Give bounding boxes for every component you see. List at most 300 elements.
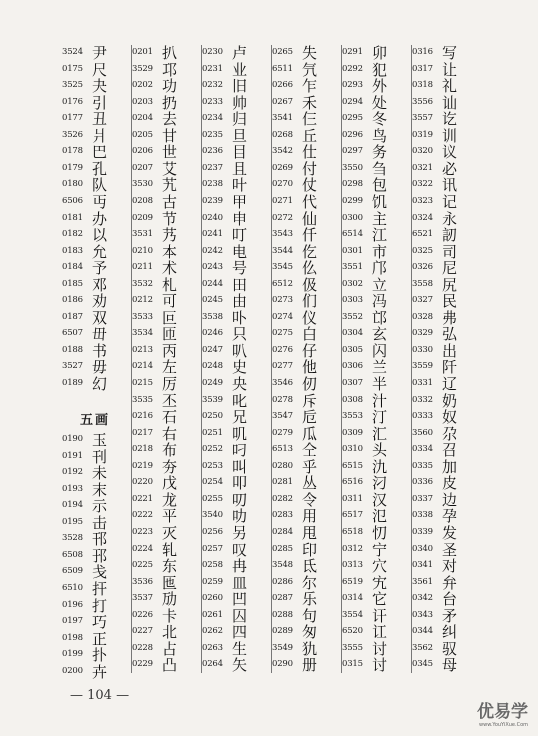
- character: 册: [302, 656, 318, 675]
- char-code: 0184: [62, 262, 83, 273]
- char-code: 0217: [132, 427, 153, 438]
- character: 仕: [302, 143, 318, 162]
- char-code: 0268: [272, 129, 293, 140]
- char-code: 3530: [132, 179, 153, 190]
- char-code: 3529: [132, 63, 153, 74]
- character: 仨: [302, 110, 318, 129]
- character: 允: [92, 242, 108, 261]
- character: 劢: [162, 590, 178, 609]
- char-code: 0277: [272, 361, 293, 372]
- char-code: 0261: [202, 609, 223, 620]
- char-code: 3552: [342, 311, 363, 322]
- char-code: 0278: [272, 394, 293, 405]
- char-code: 0195: [62, 516, 83, 527]
- char-code: 0327: [412, 295, 433, 306]
- char-code: 6506: [62, 195, 83, 206]
- character: 讨: [372, 639, 388, 658]
- char-code: 0201: [132, 47, 153, 57]
- character: 乍: [302, 77, 318, 96]
- character: 生: [232, 639, 248, 658]
- char-code: 0199: [62, 649, 83, 660]
- character: 犰: [302, 639, 318, 658]
- character: 氕: [302, 60, 318, 79]
- character: 石: [162, 408, 178, 427]
- char-code: 0285: [272, 543, 293, 554]
- character: 尕: [442, 424, 458, 443]
- character: 囚: [232, 606, 248, 625]
- character: 札: [162, 275, 178, 294]
- column-4: [272, 45, 340, 673]
- character: 包: [372, 176, 388, 195]
- char-code: 0202: [132, 80, 153, 91]
- char-code: 3546: [272, 378, 293, 388]
- char-code: 6508: [62, 549, 83, 560]
- character: 汀: [372, 408, 388, 427]
- char-code: 0292: [342, 63, 363, 74]
- character: 半: [372, 375, 388, 393]
- char-code: 3540: [202, 510, 223, 521]
- character: 訒: [442, 226, 458, 245]
- char-code: 3554: [342, 609, 363, 620]
- character: 边: [442, 490, 458, 509]
- character: 旦: [232, 126, 248, 145]
- char-code: 0207: [132, 162, 153, 173]
- char-code: 0253: [202, 460, 223, 471]
- character: 刊: [92, 447, 108, 466]
- char-code: 0189: [62, 378, 83, 388]
- character: 阡: [442, 358, 458, 377]
- character: 号: [232, 259, 248, 278]
- character: 叨: [232, 490, 248, 509]
- char-code: 3534: [132, 328, 153, 339]
- character: 永: [442, 209, 458, 228]
- char-code: 6520: [342, 626, 363, 637]
- character: 让: [442, 60, 458, 79]
- char-code: 0227: [132, 626, 153, 637]
- char-code: 0313: [342, 560, 363, 571]
- character: 矢: [232, 656, 248, 675]
- character: 帅: [232, 93, 248, 112]
- character: 击: [92, 513, 108, 532]
- char-code: 0239: [202, 195, 223, 206]
- character: 句: [302, 606, 318, 625]
- character: 叱: [232, 391, 248, 410]
- char-code: 3544: [272, 245, 293, 256]
- char-code: 0304: [342, 328, 363, 339]
- char-table: [62, 44, 478, 681]
- char-code: 3536: [132, 576, 153, 587]
- character: 汁: [372, 391, 388, 410]
- char-code: 0206: [132, 146, 153, 157]
- character: 议: [442, 143, 458, 162]
- character: 甘: [162, 126, 178, 145]
- char-code: 0319: [412, 129, 433, 140]
- char-code: 0221: [132, 493, 153, 504]
- character: 立: [372, 275, 388, 294]
- char-code: 0212: [132, 295, 153, 306]
- char-code: 0219: [132, 460, 153, 471]
- char-code: 3543: [272, 229, 293, 240]
- character: 仡: [302, 242, 318, 261]
- character: 叶: [232, 176, 248, 195]
- character: 它: [372, 590, 388, 609]
- character: 玉: [92, 431, 108, 449]
- character: 兰: [372, 358, 388, 377]
- character: 毋: [92, 358, 108, 377]
- char-code: 0248: [202, 361, 223, 372]
- character: 氿: [372, 457, 388, 476]
- char-code: 0222: [132, 510, 153, 521]
- character: 奶: [442, 391, 458, 410]
- char-code: 0288: [272, 609, 293, 620]
- character: 讪: [442, 93, 458, 112]
- char-code: 0187: [62, 311, 83, 322]
- character: 巴: [92, 143, 108, 162]
- char-code: 6514: [342, 229, 363, 240]
- char-code: 0262: [202, 626, 223, 637]
- char-code: 0332: [412, 394, 433, 405]
- character: 引: [92, 93, 108, 112]
- character: 央: [232, 375, 248, 393]
- character: 丘: [302, 126, 318, 145]
- char-code: 0249: [202, 378, 223, 388]
- char-code: 0271: [272, 195, 293, 206]
- character: 未: [92, 464, 108, 483]
- char-code: 0228: [132, 642, 153, 653]
- character: 扑: [92, 646, 108, 665]
- entry-row: [342, 657, 410, 677]
- char-code: 0295: [342, 113, 363, 124]
- char-code: 0243: [202, 262, 223, 273]
- character: 丛: [302, 474, 318, 493]
- character: 凹: [232, 590, 248, 609]
- character: 辽: [442, 375, 458, 393]
- character: 仟: [302, 226, 318, 245]
- column-1: [62, 44, 130, 681]
- char-code: 0232: [202, 80, 223, 91]
- character: 卟: [232, 308, 248, 327]
- character: 卉: [92, 662, 108, 681]
- character: 丕: [162, 391, 178, 410]
- char-code: 3537: [132, 593, 153, 604]
- character: 司: [442, 242, 458, 261]
- char-code: 0280: [272, 460, 293, 471]
- character: 令: [302, 490, 318, 509]
- char-code: 6510: [62, 582, 83, 593]
- char-code: 0308: [342, 394, 363, 405]
- character: 示: [92, 497, 108, 516]
- char-code: 0241: [202, 229, 223, 240]
- char-code: 0267: [272, 96, 293, 107]
- char-code: 0265: [272, 47, 293, 57]
- char-code: 0233: [202, 96, 223, 107]
- character: 业: [232, 60, 248, 79]
- character: 叽: [232, 424, 248, 443]
- character: 由: [232, 292, 248, 311]
- char-code: 0344: [412, 626, 433, 637]
- char-code: 0200: [62, 665, 83, 676]
- char-code: 3550: [342, 162, 363, 173]
- character: 用: [302, 507, 318, 526]
- character: 记: [442, 192, 458, 211]
- character: 尼: [442, 259, 458, 278]
- character: 只: [232, 325, 248, 344]
- character: 孔: [92, 159, 108, 178]
- character: 古: [162, 192, 178, 211]
- character: 卯: [372, 44, 388, 62]
- char-code: 0309: [342, 427, 363, 438]
- character: 训: [442, 126, 458, 145]
- character: 写: [442, 44, 458, 62]
- character: 旧: [232, 77, 248, 96]
- char-code: 0259: [202, 576, 223, 587]
- char-code: 0324: [412, 212, 433, 223]
- character: 讧: [372, 623, 388, 642]
- char-code: 0266: [272, 80, 293, 91]
- char-code: 0305: [342, 344, 363, 355]
- char-code: 0275: [272, 328, 293, 339]
- char-code: 0251: [202, 427, 223, 438]
- char-code: 0293: [342, 80, 363, 91]
- character: 丑: [92, 110, 108, 129]
- character: 禾: [302, 93, 318, 112]
- char-code: 6517: [342, 510, 363, 521]
- char-code: 0255: [202, 493, 223, 504]
- char-code: 3539: [202, 394, 223, 405]
- char-code: 0236: [202, 146, 223, 157]
- character: 主: [372, 209, 388, 228]
- character: 幻: [92, 375, 108, 393]
- char-code: 3547: [272, 411, 293, 422]
- char-code: 0279: [272, 427, 293, 438]
- character: 平: [162, 507, 178, 526]
- char-code: 0226: [132, 609, 153, 620]
- character: 代: [302, 192, 318, 211]
- character: 甲: [232, 192, 248, 211]
- character: 末: [92, 480, 108, 499]
- column-3: [202, 45, 270, 673]
- character: 叹: [232, 540, 248, 559]
- character: 氾: [372, 507, 388, 526]
- character: 甩: [302, 523, 318, 542]
- char-code: 0218: [132, 444, 153, 455]
- character: 宁: [372, 540, 388, 559]
- char-code: 0252: [202, 444, 223, 455]
- character: 左: [162, 358, 178, 377]
- character: 闪: [372, 341, 388, 360]
- character: 瓜: [302, 424, 318, 443]
- character: 失: [302, 44, 318, 62]
- char-code: 0314: [342, 593, 363, 604]
- char-code: 6509: [62, 566, 83, 577]
- character: 加: [442, 457, 458, 476]
- char-code: 3533: [132, 311, 153, 322]
- character: 乎: [302, 457, 318, 476]
- char-code: 0176: [62, 96, 83, 107]
- char-code: 0220: [132, 477, 153, 488]
- char-code: 0223: [132, 526, 153, 537]
- char-code: 0182: [62, 229, 83, 240]
- character: 冯: [372, 292, 388, 311]
- character: 孕: [442, 507, 458, 526]
- character: 伋: [302, 275, 318, 294]
- character: 毌: [92, 325, 108, 344]
- character: 穴: [372, 557, 388, 576]
- character: 叵: [162, 308, 178, 327]
- char-code: 0312: [342, 543, 363, 554]
- character: 匆: [302, 623, 318, 642]
- character: 邗: [92, 530, 108, 549]
- character: 叫: [232, 457, 248, 476]
- char-code: 0322: [412, 179, 433, 190]
- char-code: 0336: [412, 477, 433, 488]
- character: 队: [92, 176, 108, 195]
- character: 另: [232, 523, 248, 542]
- character: 仝: [302, 441, 318, 460]
- char-code: 0337: [412, 493, 433, 504]
- char-code: 0264: [202, 659, 223, 670]
- character: 世: [162, 143, 178, 162]
- character: 扒: [162, 44, 178, 62]
- char-code: 0234: [202, 113, 223, 124]
- entry-row: [412, 657, 480, 677]
- char-code: 0341: [412, 560, 433, 571]
- char-code: 0205: [132, 129, 153, 140]
- char-code: 3557: [412, 113, 433, 124]
- character: 叭: [232, 341, 248, 360]
- char-code: 0302: [342, 278, 363, 289]
- character: 史: [232, 358, 248, 377]
- char-code: 0229: [132, 659, 153, 670]
- character: 艽: [162, 176, 178, 195]
- character: 鸟: [372, 126, 388, 145]
- character: 巧: [92, 613, 108, 632]
- page-number: — 104 —: [70, 688, 130, 703]
- character: 尻: [442, 275, 458, 294]
- char-code: 3541: [272, 113, 293, 124]
- char-code: 0284: [272, 526, 293, 537]
- char-code: 3532: [132, 278, 153, 289]
- character: 犯: [372, 60, 388, 79]
- char-code: 0323: [412, 195, 433, 206]
- char-code: 0287: [272, 593, 293, 604]
- char-code: 0338: [412, 510, 433, 521]
- character: 印: [302, 540, 318, 559]
- char-code: 0193: [62, 483, 83, 494]
- char-code: 0303: [342, 295, 363, 306]
- char-code: 0273: [272, 295, 293, 306]
- character: 双: [92, 308, 108, 327]
- char-code: 0231: [202, 63, 223, 74]
- char-code: 0183: [62, 245, 83, 256]
- character: 灭: [162, 523, 178, 542]
- character: 邙: [372, 308, 388, 327]
- char-code: 0242: [202, 245, 223, 256]
- char-code: 0300: [342, 212, 363, 223]
- char-code: 0247: [202, 344, 223, 355]
- char-code: 0210: [132, 245, 153, 256]
- character: 卡: [162, 606, 178, 625]
- character: 扞: [92, 579, 108, 598]
- character: 占: [162, 639, 178, 658]
- character: 叻: [232, 507, 248, 526]
- character: 东: [162, 557, 178, 576]
- char-code: 0257: [202, 543, 223, 554]
- character: 功: [162, 77, 178, 96]
- character: 艾: [162, 159, 178, 178]
- character: 打: [92, 596, 108, 615]
- char-code: 3526: [62, 129, 83, 140]
- character: 讯: [442, 176, 458, 195]
- char-code: 3562: [412, 642, 433, 653]
- column-2: [132, 45, 200, 673]
- character: 斥: [302, 391, 318, 410]
- char-code: 0328: [412, 311, 433, 322]
- character: 仞: [302, 375, 318, 393]
- char-code: 0274: [272, 311, 293, 322]
- char-code: 0178: [62, 146, 83, 157]
- char-code: 0326: [412, 262, 433, 273]
- character: 戊: [162, 474, 178, 493]
- character: 母: [442, 656, 458, 675]
- character: 丙: [162, 341, 178, 360]
- character: 矛: [442, 606, 458, 625]
- character: 仪: [302, 308, 318, 327]
- char-code: 0321: [412, 162, 433, 173]
- character: 礼: [442, 77, 458, 96]
- char-code: 0186: [62, 295, 83, 306]
- char-code: 0245: [202, 295, 223, 306]
- char-code: 0310: [342, 444, 363, 455]
- char-code: 0270: [272, 179, 293, 190]
- char-code: 0343: [412, 609, 433, 620]
- watermark-logo: 优易学 www.YouYiXue.Com: [477, 702, 528, 728]
- character: 们: [302, 292, 318, 311]
- char-code: 0291: [342, 47, 363, 57]
- char-code: 6519: [342, 576, 363, 587]
- entry-row: [62, 376, 130, 396]
- character: 田: [232, 275, 248, 294]
- char-code: 0276: [272, 344, 293, 355]
- character: 市: [372, 242, 388, 261]
- character: 本: [162, 242, 178, 261]
- char-code: 0281: [272, 477, 293, 488]
- character: 尔: [302, 573, 318, 592]
- char-code: 0216: [132, 411, 153, 422]
- char-code: 0238: [202, 179, 223, 190]
- character: 冬: [372, 110, 388, 129]
- char-code: 0311: [342, 493, 363, 504]
- char-code: 0296: [342, 129, 363, 140]
- character: 汈: [372, 474, 388, 493]
- char-code: 0329: [412, 328, 433, 339]
- char-code: 0306: [342, 361, 363, 372]
- char-code: 0224: [132, 543, 153, 554]
- char-code: 0225: [132, 560, 153, 571]
- char-code: 3531: [132, 229, 153, 240]
- character: 爿: [92, 126, 108, 145]
- column-6: [412, 45, 480, 673]
- char-code: 0345: [412, 659, 433, 670]
- character: 办: [92, 209, 108, 228]
- char-code: 0290: [272, 659, 293, 670]
- char-code: 3524: [62, 47, 83, 57]
- char-code: 3561: [412, 576, 433, 587]
- char-code: 3528: [62, 533, 83, 544]
- char-code: 3548: [272, 560, 293, 571]
- character: 仗: [302, 176, 318, 195]
- column-5: [342, 45, 410, 673]
